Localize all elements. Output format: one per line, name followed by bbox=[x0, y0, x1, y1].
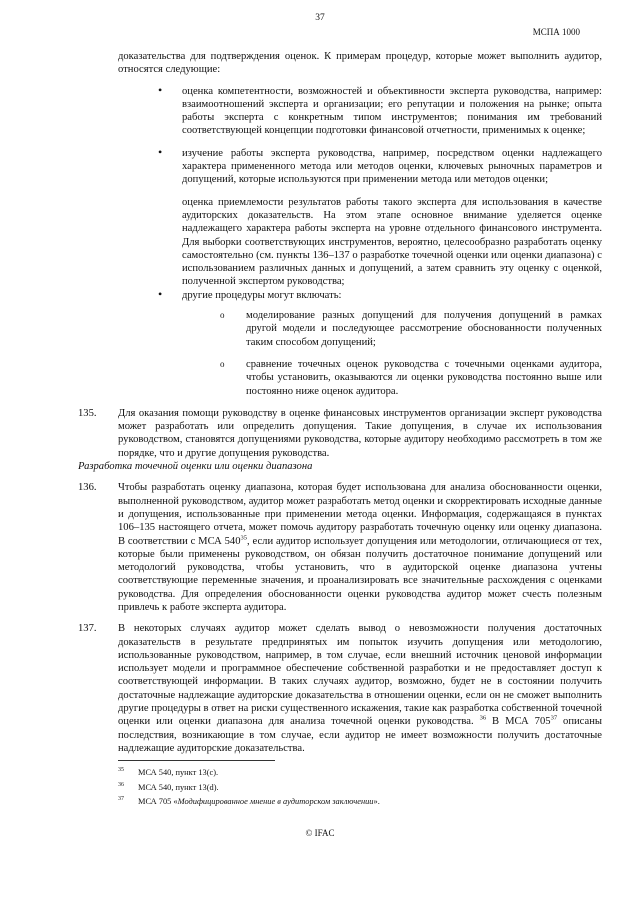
footnote-number: 35 bbox=[118, 767, 124, 773]
footnote-divider bbox=[118, 760, 275, 761]
sub-list-item bbox=[118, 358, 602, 398]
paragraph-text bbox=[118, 481, 602, 614]
footnote-text: ». bbox=[373, 797, 380, 806]
paragraph-136 bbox=[78, 481, 602, 614]
list-item bbox=[118, 144, 602, 187]
paragraph-text-part: , если аудитор использует допущения или методологии, отличающиеся от тех, которые были применены руководством, он обязан получить достаточное понимание допущений или методологий руководства, чтобы установить, что в аудиторской оценке диапазона учтены соответствующие переменные значения, и проанализировать все значительные расхождения с оценками руководства. Для определения обоснованности оценки руководства аудитор может счесть полезным привлечь к работе эксперта аудитора. bbox=[118, 535, 602, 613]
footnotes bbox=[118, 760, 602, 811]
procedure-list bbox=[118, 82, 602, 398]
footnote-text: МСА 540, пункт 13(с). bbox=[138, 768, 219, 777]
footnote-number: 37 bbox=[118, 796, 124, 802]
paragraph-number: 136. bbox=[78, 482, 97, 494]
footnote bbox=[118, 767, 602, 779]
paragraph-number: 135. bbox=[78, 407, 97, 419]
sub-paragraph: оценка приемлемости результатов работы такого эксперта для использования в качестве аудиторских доказательств. На этом этапе основное внимание уделяется оценке надлежащего характера работы эксперта на уровне отдельного финансового инструмента. Для выборки соответствующих инструментов, вероятно, целесообразно разработать оценку самостоятельно (см. пункты 136–137 о разработке точечной оценки или оценки диапазона) с использованием различных данных и допущений, а затем сравнить эту оценку с оценкой, полученной экспертом руководства; bbox=[182, 196, 602, 288]
page-footer: © IFAC bbox=[305, 828, 335, 838]
circle-bullet-icon: o bbox=[220, 310, 225, 321]
paragraph-text: Для оказания помощи руководству в оценке финансовых инструментов организации эксперт руководства может разработать или определить допущения. Такие допущения, в случае их использования руководством, становятся допущениями руководства, которые аудитору необходимо рассмотреть в том же порядке, что и другие допущения руководства. bbox=[118, 407, 602, 459]
list-item bbox=[118, 286, 602, 398]
footnote-ref[interactable]: 35 bbox=[240, 533, 247, 541]
footnote-text-italic: Модифицированное мнение в аудиторском заключении bbox=[177, 797, 374, 806]
paragraph-number: 137. bbox=[78, 623, 97, 635]
bullet-icon: • bbox=[158, 286, 163, 301]
bullet-icon: • bbox=[158, 144, 163, 159]
list-item-text: другие процедуры могут включать: bbox=[182, 289, 342, 301]
list-item bbox=[118, 82, 602, 138]
footnote bbox=[118, 796, 602, 808]
paragraph-text-part: описаны последствия, возникающие в том случае, если аудитор не имеет возможности получить достаточные надлежащие аудиторские доказательства. bbox=[118, 716, 602, 754]
running-header: МСПА 1000 bbox=[532, 27, 580, 37]
circle-bullet-icon: o bbox=[220, 358, 225, 369]
sub-list bbox=[182, 309, 602, 398]
paragraph-text-part: Чтобы разработать оценку диапазона, которая будет использована для анализа обоснованности оценки, выполненной руководством, аудитор может разработать метод оценки и скорректировать исходные данные и допущения, использованные при применении метода оценки. Информация, содержащаяся в пунктах 106–135 настоящего отчета, может помочь аудитору разработать точечную оценку или оценку диапазона. В соответствии с МСА 540 bbox=[118, 482, 602, 547]
sub-list-item-text: сравнение точечных оценок руководства с точечными оценками аудитора, чтобы установить, оказываются ли оценки руководства постоянно выше или постоянно ниже оценок аудитора. bbox=[246, 358, 602, 397]
document-body bbox=[78, 50, 602, 755]
list-item-text: оценка компетентности, возможностей и объективности эксперта руководства, например: взаимоотношений эксперта и организации; его репутации и положения на рынке; опыта работы эксперта с конкретным типом инструментов; понимания им требований соответствующей концепции подготовки финансовой отчетности, применимых к оценке; bbox=[182, 85, 602, 137]
list-item-text: изучение работы эксперта руководства, например, посредством оценки надлежащего характера примененного метода или методов оценки, ключевых рыночных параметров и допущений, которые используются при применении метода или методов оценки; bbox=[182, 147, 602, 186]
footnote-ref[interactable]: 36 bbox=[479, 714, 487, 722]
sub-list-item bbox=[118, 309, 602, 349]
footnote bbox=[118, 782, 602, 794]
footnote-text: МСА 705 « bbox=[138, 797, 178, 806]
footnote-text: МСА 540, пункт 13(d). bbox=[138, 782, 219, 792]
paragraph-text bbox=[118, 622, 602, 755]
intro-paragraph: доказательства для подтверждения оценок. К примерам процедур, которые может выполнить аудитор, относятся следующие: bbox=[118, 51, 602, 76]
footnote-ref[interactable]: 37 bbox=[550, 714, 558, 722]
page-number: 37 bbox=[315, 13, 325, 23]
paragraph-text-part: В МСА 705 bbox=[486, 716, 551, 728]
sub-list-item-text: моделирование разных допущений для получения допущений в рамках другой модели и последующее рассмотрение обоснованности полученных таким способом допущений; bbox=[246, 310, 602, 348]
section-heading: Разработка точечной оценки или оценки диапазона bbox=[78, 461, 313, 473]
paragraph-135 bbox=[78, 407, 602, 460]
bullet-icon: • bbox=[158, 82, 163, 97]
paragraph-text-part: В некоторых случаях аудитор может сделать вывод о невозможности получения достаточных доказательств в результате предпринятых им попыток изучить допущения или методологию, использованные руководством, например, в том случае, если внешний источник ценовой информации использует модели и программное обеспечение собственной разработки и не предоставляет доступ к соответствующей информации. В таких случаях аудитор, возможно, будет не в состоянии получить достаточные надлежащие аудиторские доказательства в отношении оценки, если он не сможет выполнить другие процедуры в ответ на риски существенного искажения, такие как разработка собственной точечной оценки или оценки диапазона для анализа точечной оценки руководства. bbox=[118, 623, 602, 728]
footnote-number: 36 bbox=[118, 781, 124, 788]
paragraph-137 bbox=[78, 622, 602, 755]
